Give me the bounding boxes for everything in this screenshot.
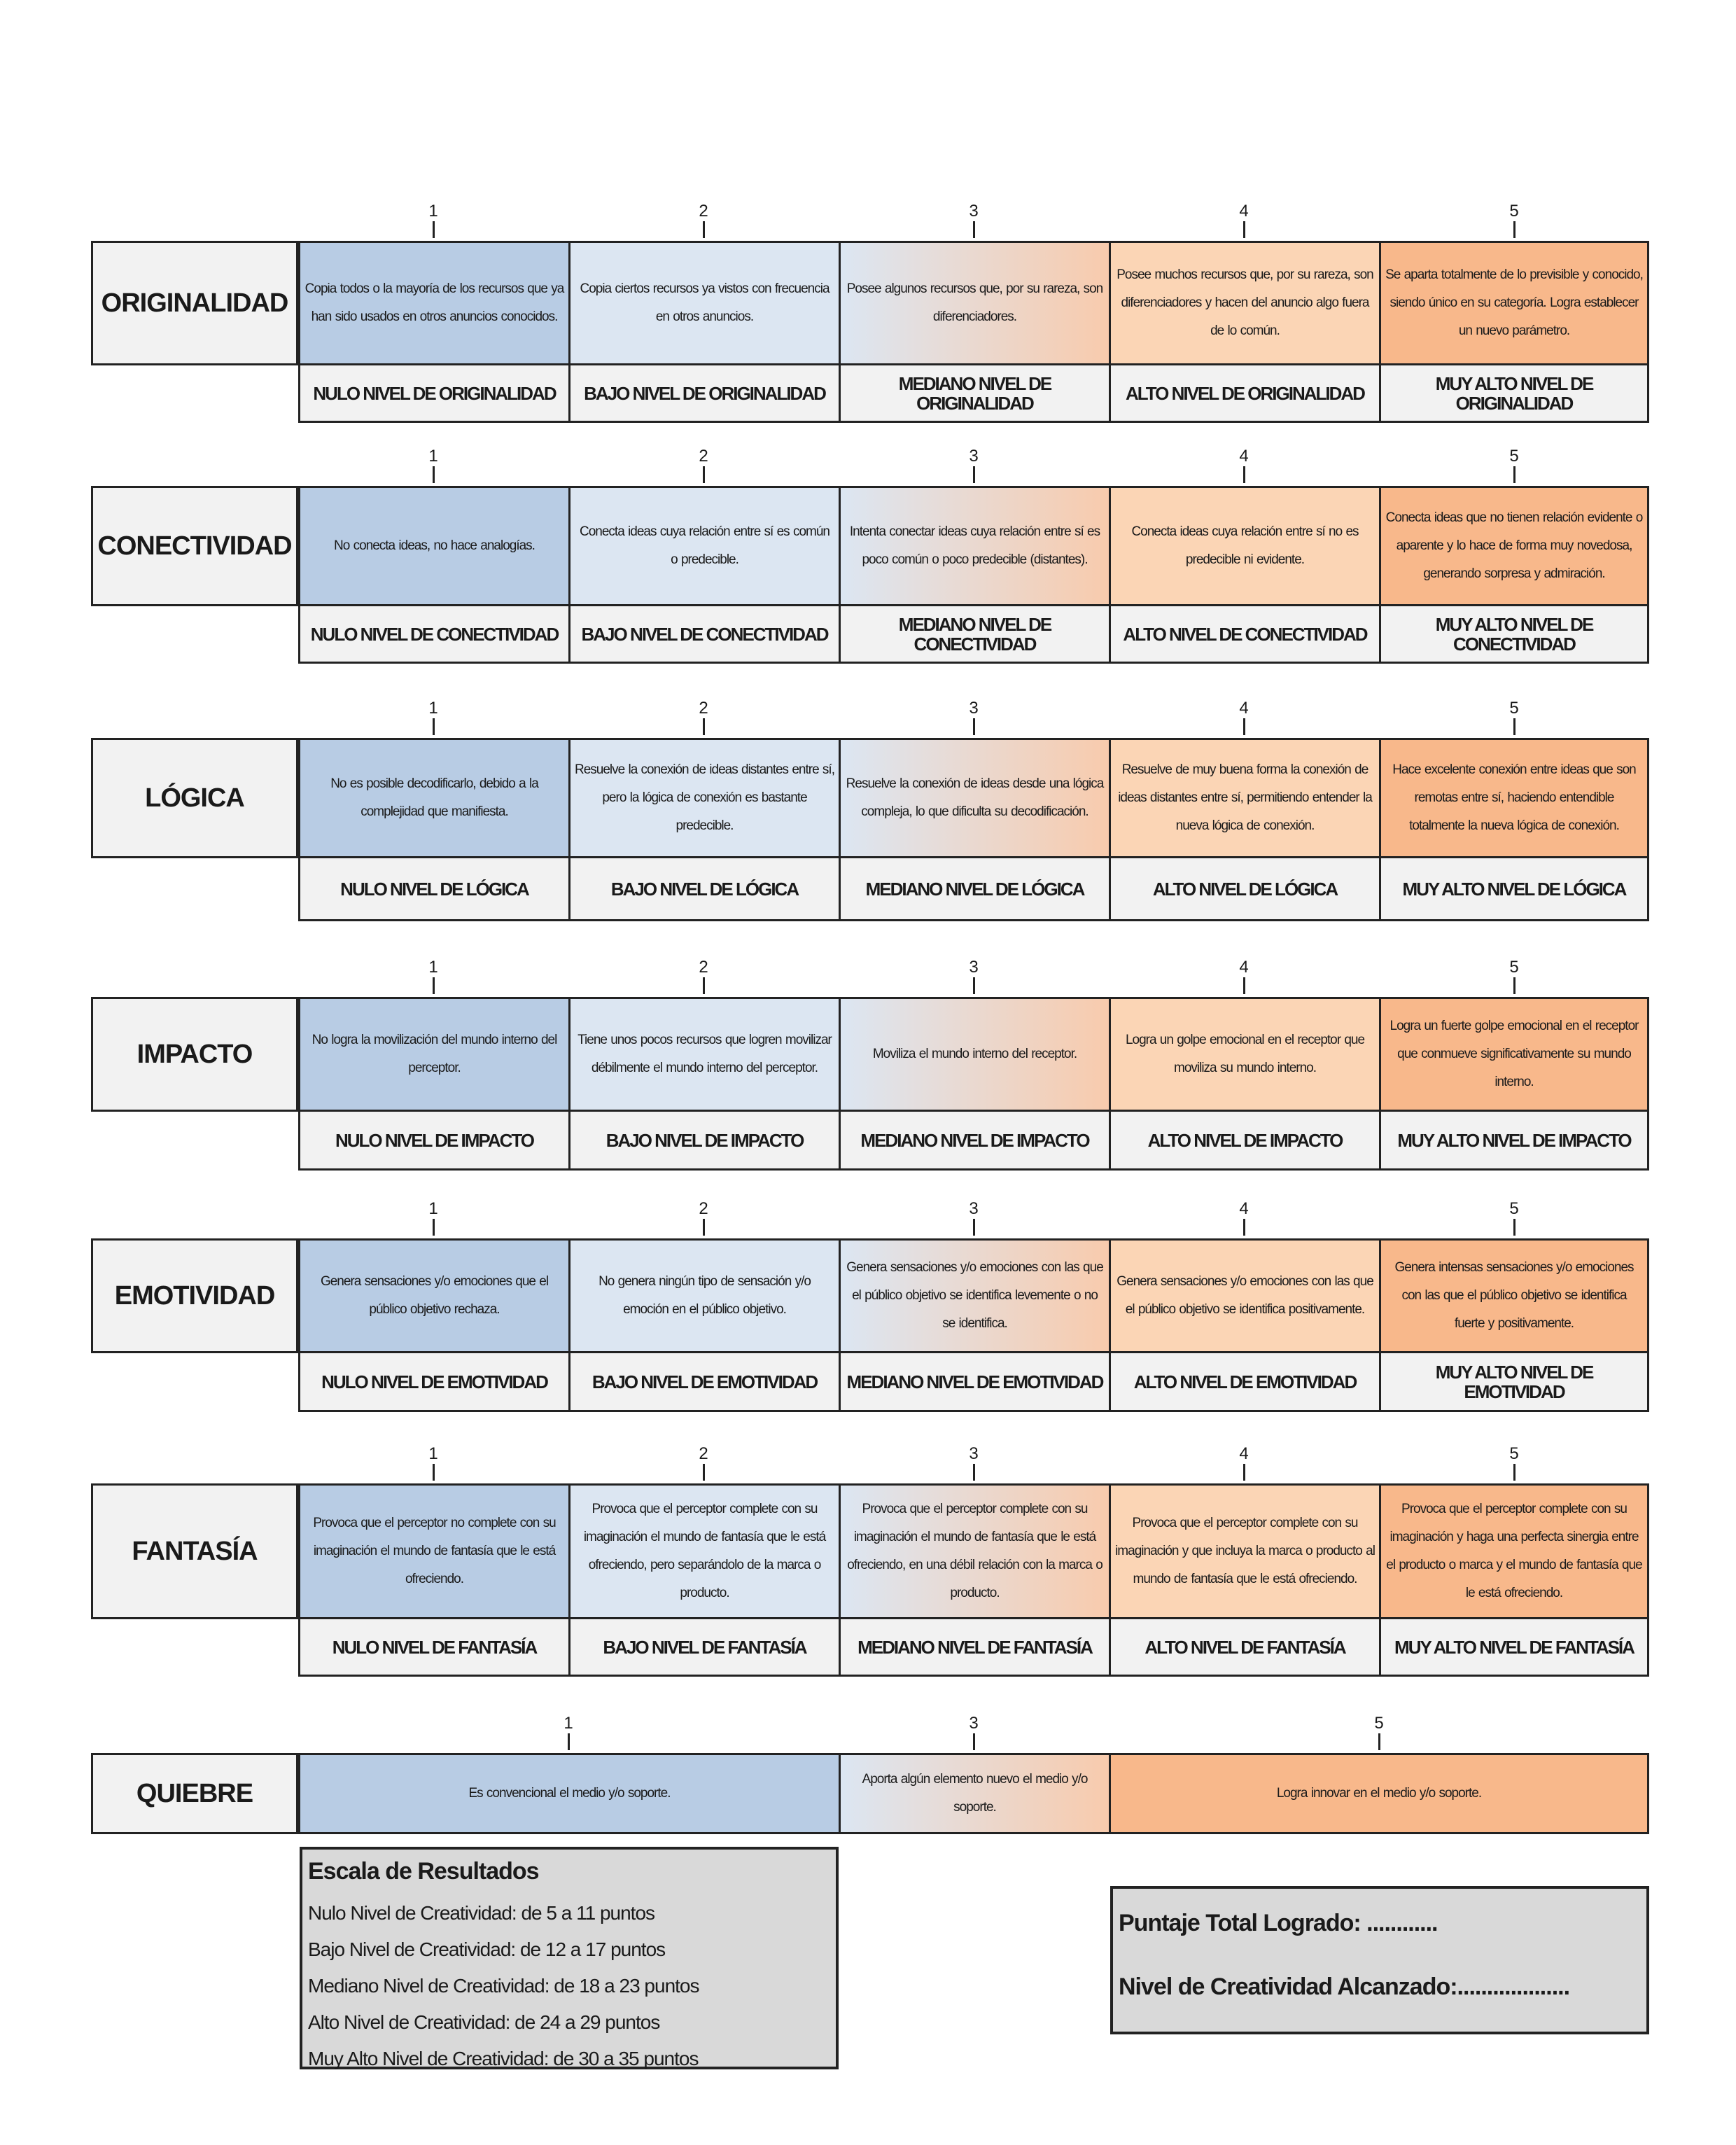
descriptor-cell: Genera intensas sensaciones y/o emociones con las que el público objetivo se identifica fuerte y positivamente. [1381, 1241, 1647, 1351]
score-number: 1 [428, 1199, 438, 1218]
score-tick [1243, 221, 1245, 238]
score-number: 5 [1509, 699, 1519, 718]
score-marker [839, 700, 1109, 738]
score-marker [1109, 1446, 1379, 1483]
score-tick [1513, 718, 1516, 735]
score-number: 4 [1239, 1444, 1249, 1463]
descriptor-cell: Genera sensaciones y/o emociones con las que el público objetivo se identifica positivamente. [1111, 1241, 1381, 1351]
score-scale [298, 1715, 1648, 1753]
score-tick [1513, 221, 1516, 238]
score-number: 2 [699, 202, 708, 221]
level-label: MUY ALTO NIVEL DE IMPACTO [1397, 1129, 1631, 1151]
level-label: BAJO NIVEL DE LÓGICA [570, 858, 841, 919]
descriptor-row [298, 997, 1649, 1112]
score-tick [433, 718, 435, 735]
level-label: MEDIANO NIVEL DE LÓGICA [841, 858, 1111, 919]
level-label: BAJO NIVEL DE FANTASÍA [570, 1619, 841, 1675]
score-scale [298, 959, 1648, 997]
score-tick [973, 1733, 975, 1750]
score-marker [1109, 1201, 1379, 1238]
score-marker [298, 959, 568, 997]
score-tick [703, 466, 705, 483]
score-number: 4 [1239, 958, 1249, 977]
criterion-name: CONECTIVIDAD [91, 486, 298, 606]
score-tick [703, 977, 705, 994]
descriptor-cell: Hace excelente conexión entre ideas que son remotas entre sí, haciendo entendible totalmente la nueva lógica de conexión. [1381, 740, 1647, 856]
descriptor-cell: Resuelve la conexión de ideas desde una lógica compleja, lo que dificulta su decodificación. [841, 740, 1111, 856]
level-label: MEDIANO NIVEL DE IMPACTO [841, 1112, 1111, 1168]
level-label: NULO NIVEL DE FANTASÍA [300, 1619, 570, 1675]
score-number: 1 [564, 1714, 573, 1733]
score-scale [298, 448, 1648, 486]
descriptor-cell: Resuelve la conexión de ideas distantes entre sí, pero la lógica de conexión es bastante predecible. [570, 740, 841, 856]
descriptor-cell: Genera sensaciones y/o emociones que el público objetivo rechaza. [300, 1241, 570, 1351]
descriptor-cell: Logra un golpe emocional en el receptor que moviliza su mundo interno. [1111, 999, 1381, 1110]
score-number: 3 [969, 447, 979, 466]
score-number: 2 [699, 1444, 708, 1463]
level-label: MEDIANO NIVEL DE CONECTIVIDAD [841, 606, 1111, 662]
descriptor-cell: Conecta ideas cuya relación entre sí es común o predecible. [570, 488, 841, 604]
descriptor-cell: No conecta ideas, no hace analogías. [300, 488, 570, 604]
score-number: 1 [428, 699, 438, 718]
score-marker [1109, 700, 1379, 738]
level-label: ALTO NIVEL DE FANTASÍA [1111, 1619, 1381, 1675]
score-marker [839, 448, 1109, 486]
score-marker [839, 1446, 1109, 1483]
score-tick [1243, 977, 1245, 994]
score-tick [433, 466, 435, 483]
score-marker [1109, 203, 1379, 241]
score-marker [568, 700, 839, 738]
level-label: BAJO NIVEL DE ORIGINALIDAD [570, 365, 841, 421]
score-tick [568, 1733, 570, 1750]
descriptor-row [298, 1238, 1649, 1353]
score-number: 1 [428, 447, 438, 466]
score-number: 5 [1374, 1714, 1384, 1733]
score-marker [1379, 1446, 1649, 1483]
criterion-name: FANTASÍA [91, 1483, 298, 1619]
score-tick [703, 221, 705, 238]
score-number: 3 [969, 958, 979, 977]
score-number: 1 [428, 1444, 438, 1463]
level-row [298, 365, 1649, 423]
score-marker [298, 1201, 568, 1238]
score-scale [298, 1201, 1648, 1238]
score-tick [973, 718, 975, 735]
level-label: NULO NIVEL DE CONECTIVIDAD [300, 606, 570, 662]
descriptor-cell: Resuelve de muy buena forma la conexión de ideas distantes entre sí, permitiendo entender la nueva lógica de conexión. [1111, 740, 1381, 856]
score-tick [1378, 1733, 1380, 1750]
level-label: MUY ALTO NIVEL DE LÓGICA [1402, 878, 1626, 900]
level-row [298, 1619, 1649, 1677]
level-label: NULO NIVEL DE EMOTIVIDAD [300, 1353, 570, 1410]
score-marker [568, 1446, 839, 1483]
results-scale-box [300, 1847, 839, 2069]
level-row [298, 858, 1649, 921]
score-tick [1243, 1219, 1245, 1236]
score-number: 2 [699, 958, 708, 977]
score-tick [433, 1464, 435, 1481]
score-scale [298, 700, 1648, 738]
descriptor-cell: Posee algunos recursos que, por su rareza, son diferenciadores. [841, 243, 1111, 363]
score-marker [839, 959, 1109, 997]
score-number: 5 [1509, 447, 1519, 466]
level-label: BAJO NIVEL DE IMPACTO [570, 1112, 841, 1168]
score-tick [973, 466, 975, 483]
score-tick [1513, 466, 1516, 483]
score-marker [1379, 1201, 1649, 1238]
descriptor-row [298, 241, 1649, 365]
level-row [298, 1112, 1649, 1171]
level-label: MUY ALTO NIVEL DE ORIGINALIDAD [1435, 372, 1593, 414]
descriptor-cell: No es posible decodificarlo, debido a la complejidad que manifiesta. [300, 740, 570, 856]
level-label: BAJO NIVEL DE EMOTIVIDAD [570, 1353, 841, 1410]
descriptor-cell: Moviliza el mundo interno del receptor. [841, 999, 1111, 1110]
descriptor-cell: Provoca que el perceptor no complete con su imaginación el mundo de fantasía que le está ofreciendo. [300, 1486, 570, 1617]
level-label: MUY ALTO NIVEL DE EMOTIVIDAD [1435, 1361, 1593, 1402]
score-marker [839, 1715, 1109, 1753]
descriptor-cell: Se aparta totalmente de lo previsible y conocido, siendo único en su categoría. Logra establecer un nuevo parámetro. [1381, 243, 1647, 363]
descriptor-row [298, 1483, 1649, 1619]
score-number: 2 [699, 1199, 708, 1218]
criterion-name: EMOTIVIDAD [91, 1238, 298, 1353]
score-marker [298, 1446, 568, 1483]
descriptor-cell: Copia todos o la mayoría de los recursos que ya han sido usados en otros anuncios conocidos. [300, 243, 570, 363]
score-marker [1379, 203, 1649, 241]
level-label: MUY ALTO NIVEL DE CONECTIVIDAD [1435, 613, 1593, 655]
score-number: 3 [969, 1199, 979, 1218]
score-number: 5 [1509, 1199, 1519, 1218]
score-tick [703, 1464, 705, 1481]
score-marker [1379, 959, 1649, 997]
results-scale-row: Nulo Nivel de Creatividad: de 5 a 11 puntos [308, 1902, 655, 1924]
score-number: 5 [1509, 958, 1519, 977]
level-label: NULO NIVEL DE LÓGICA [300, 858, 570, 919]
level-label: ALTO NIVEL DE EMOTIVIDAD [1111, 1353, 1381, 1410]
score-tick [1243, 1464, 1245, 1481]
descriptor-cell: Conecta ideas que no tienen relación evidente o aparente y lo hace de forma muy novedosa, generando sorpresa y admiración. [1381, 488, 1647, 604]
score-marker [568, 203, 839, 241]
creativity-level-label: Nivel de Creatividad Alcanzado:................... [1119, 1973, 1570, 2000]
score-number: 3 [969, 1444, 979, 1463]
descriptor-cell: No logra la movilización del mundo interno del perceptor. [300, 999, 570, 1110]
score-marker [568, 1201, 839, 1238]
score-tick [973, 221, 975, 238]
descriptor-row [298, 738, 1649, 858]
results-scale-row: Mediano Nivel de Creatividad: de 18 a 23 puntos [308, 1975, 699, 1997]
descriptor-row [298, 486, 1649, 606]
score-number: 5 [1509, 202, 1519, 221]
score-marker [1109, 448, 1379, 486]
descriptor-cell: Intenta conectar ideas cuya relación entre sí es poco común o poco predecible (distantes). [841, 488, 1111, 604]
total-score-label: Puntaje Total Logrado: ............ [1119, 1910, 1438, 1936]
score-number: 4 [1239, 1199, 1249, 1218]
level-label: NULO NIVEL DE ORIGINALIDAD [300, 365, 570, 421]
score-number: 1 [428, 958, 438, 977]
score-number: 2 [699, 699, 708, 718]
score-marker [433, 1715, 704, 1753]
score-tick [433, 221, 435, 238]
score-tick [973, 1219, 975, 1236]
score-number: 4 [1239, 202, 1249, 221]
score-marker [839, 1201, 1109, 1238]
score-scale [298, 203, 1648, 241]
level-label: ALTO NIVEL DE LÓGICA [1111, 858, 1381, 919]
descriptor-cell: Posee muchos recursos que, por su rareza, son diferenciadores y hacen del anuncio algo fuera de lo común. [1111, 243, 1381, 363]
descriptor-cell: Copia ciertos recursos ya vistos con frecuencia en otros anuncios. [570, 243, 841, 363]
criterion-name: ORIGINALIDAD [91, 241, 298, 365]
descriptor-row [298, 1753, 1649, 1834]
score-marker [1379, 700, 1649, 738]
descriptor-cell: Logra un fuerte golpe emocional en el receptor que conmueve significativamente su mundo interno. [1381, 999, 1647, 1110]
level-row [298, 606, 1649, 664]
score-tick [703, 1219, 705, 1236]
score-tick [973, 977, 975, 994]
score-marker [1109, 959, 1379, 997]
score-marker [298, 203, 568, 241]
descriptor-cell: Provoca que el perceptor complete con su imaginación el mundo de fantasía que le está ofreciendo, en una débil relación con la marca o producto. [841, 1486, 1111, 1617]
results-scale-row: Alto Nivel de Creatividad: de 24 a 29 puntos [308, 2011, 660, 2033]
score-marker [568, 448, 839, 486]
level-label: MUY ALTO NIVEL DE FANTASÍA [1394, 1636, 1634, 1658]
level-label: NULO NIVEL DE IMPACTO [300, 1112, 570, 1168]
score-marker [298, 448, 568, 486]
score-number: 4 [1239, 447, 1249, 466]
score-tick [973, 1464, 975, 1481]
descriptor-cell: Provoca que el perceptor complete con su imaginación y que incluya la marca o producto al mundo de fantasía que le está ofreciendo. [1111, 1486, 1381, 1617]
descriptor-cell: Genera sensaciones y/o emociones con las que el público objetivo se identifica levemente o no se identifica. [841, 1241, 1111, 1351]
score-marker [839, 203, 1109, 241]
descriptor-cell: Logra innovar en el medio y/o soporte. [1111, 1755, 1647, 1832]
descriptor-cell: Conecta ideas cuya relación entre sí no es predecible ni evidente. [1111, 488, 1381, 604]
score-number: 4 [1239, 699, 1249, 718]
level-label: MEDIANO NIVEL DE FANTASÍA [841, 1619, 1111, 1675]
descriptor-cell: Es convencional el medio y/o soporte. [300, 1755, 841, 1832]
score-number: 3 [969, 202, 979, 221]
score-marker [1379, 448, 1649, 486]
descriptor-cell: Aporta algún elemento nuevo el medio y/o soporte. [841, 1755, 1111, 1832]
score-tick [433, 977, 435, 994]
score-marker [568, 959, 839, 997]
score-tick [1243, 466, 1245, 483]
level-label: MEDIANO NIVEL DE ORIGINALIDAD [841, 365, 1111, 421]
score-tick [1513, 977, 1516, 994]
level-label: ALTO NIVEL DE IMPACTO [1111, 1112, 1381, 1168]
criterion-name: LÓGICA [91, 738, 298, 858]
score-tick [1513, 1219, 1516, 1236]
score-tick [433, 1219, 435, 1236]
score-marker [1244, 1715, 1514, 1753]
descriptor-cell: Tiene unos pocos recursos que logren movilizar débilmente el mundo interno del perceptor. [570, 999, 841, 1110]
level-label: ALTO NIVEL DE ORIGINALIDAD [1111, 365, 1381, 421]
score-number: 2 [699, 447, 708, 466]
score-box [1110, 1886, 1649, 2034]
level-label: MEDIANO NIVEL DE EMOTIVIDAD [841, 1353, 1111, 1410]
descriptor-cell: Provoca que el perceptor complete con su imaginación y haga una perfecta sinergia entre el producto o marca y el mundo de fantasía que le está ofreciendo. [1381, 1486, 1647, 1617]
score-number: 1 [428, 202, 438, 221]
score-marker [298, 700, 568, 738]
score-tick [1513, 1464, 1516, 1481]
level-row [298, 1353, 1649, 1412]
score-tick [1243, 718, 1245, 735]
criterion-name: QUIEBRE [91, 1753, 298, 1834]
score-number: 3 [969, 699, 979, 718]
descriptor-cell: Provoca que el perceptor complete con su imaginación el mundo de fantasía que le está ofreciendo, pero separándolo de la marca o producto. [570, 1486, 841, 1617]
results-scale-row: Bajo Nivel de Creatividad: de 12 a 17 puntos [308, 1938, 666, 1960]
results-scale-title: Escala de Resultados [308, 1858, 539, 1885]
score-number: 5 [1509, 1444, 1519, 1463]
descriptor-cell: No genera ningún tipo de sensación y/o emoción en el público objetivo. [570, 1241, 841, 1351]
results-scale-row: Muy Alto Nivel de Creatividad: de 30 a 35 puntos [308, 2048, 699, 2069]
criterion-name: IMPACTO [91, 997, 298, 1112]
score-number: 3 [969, 1714, 979, 1733]
score-scale [298, 1446, 1648, 1483]
level-label: ALTO NIVEL DE CONECTIVIDAD [1111, 606, 1381, 662]
level-label: BAJO NIVEL DE CONECTIVIDAD [570, 606, 841, 662]
score-tick [703, 718, 705, 735]
